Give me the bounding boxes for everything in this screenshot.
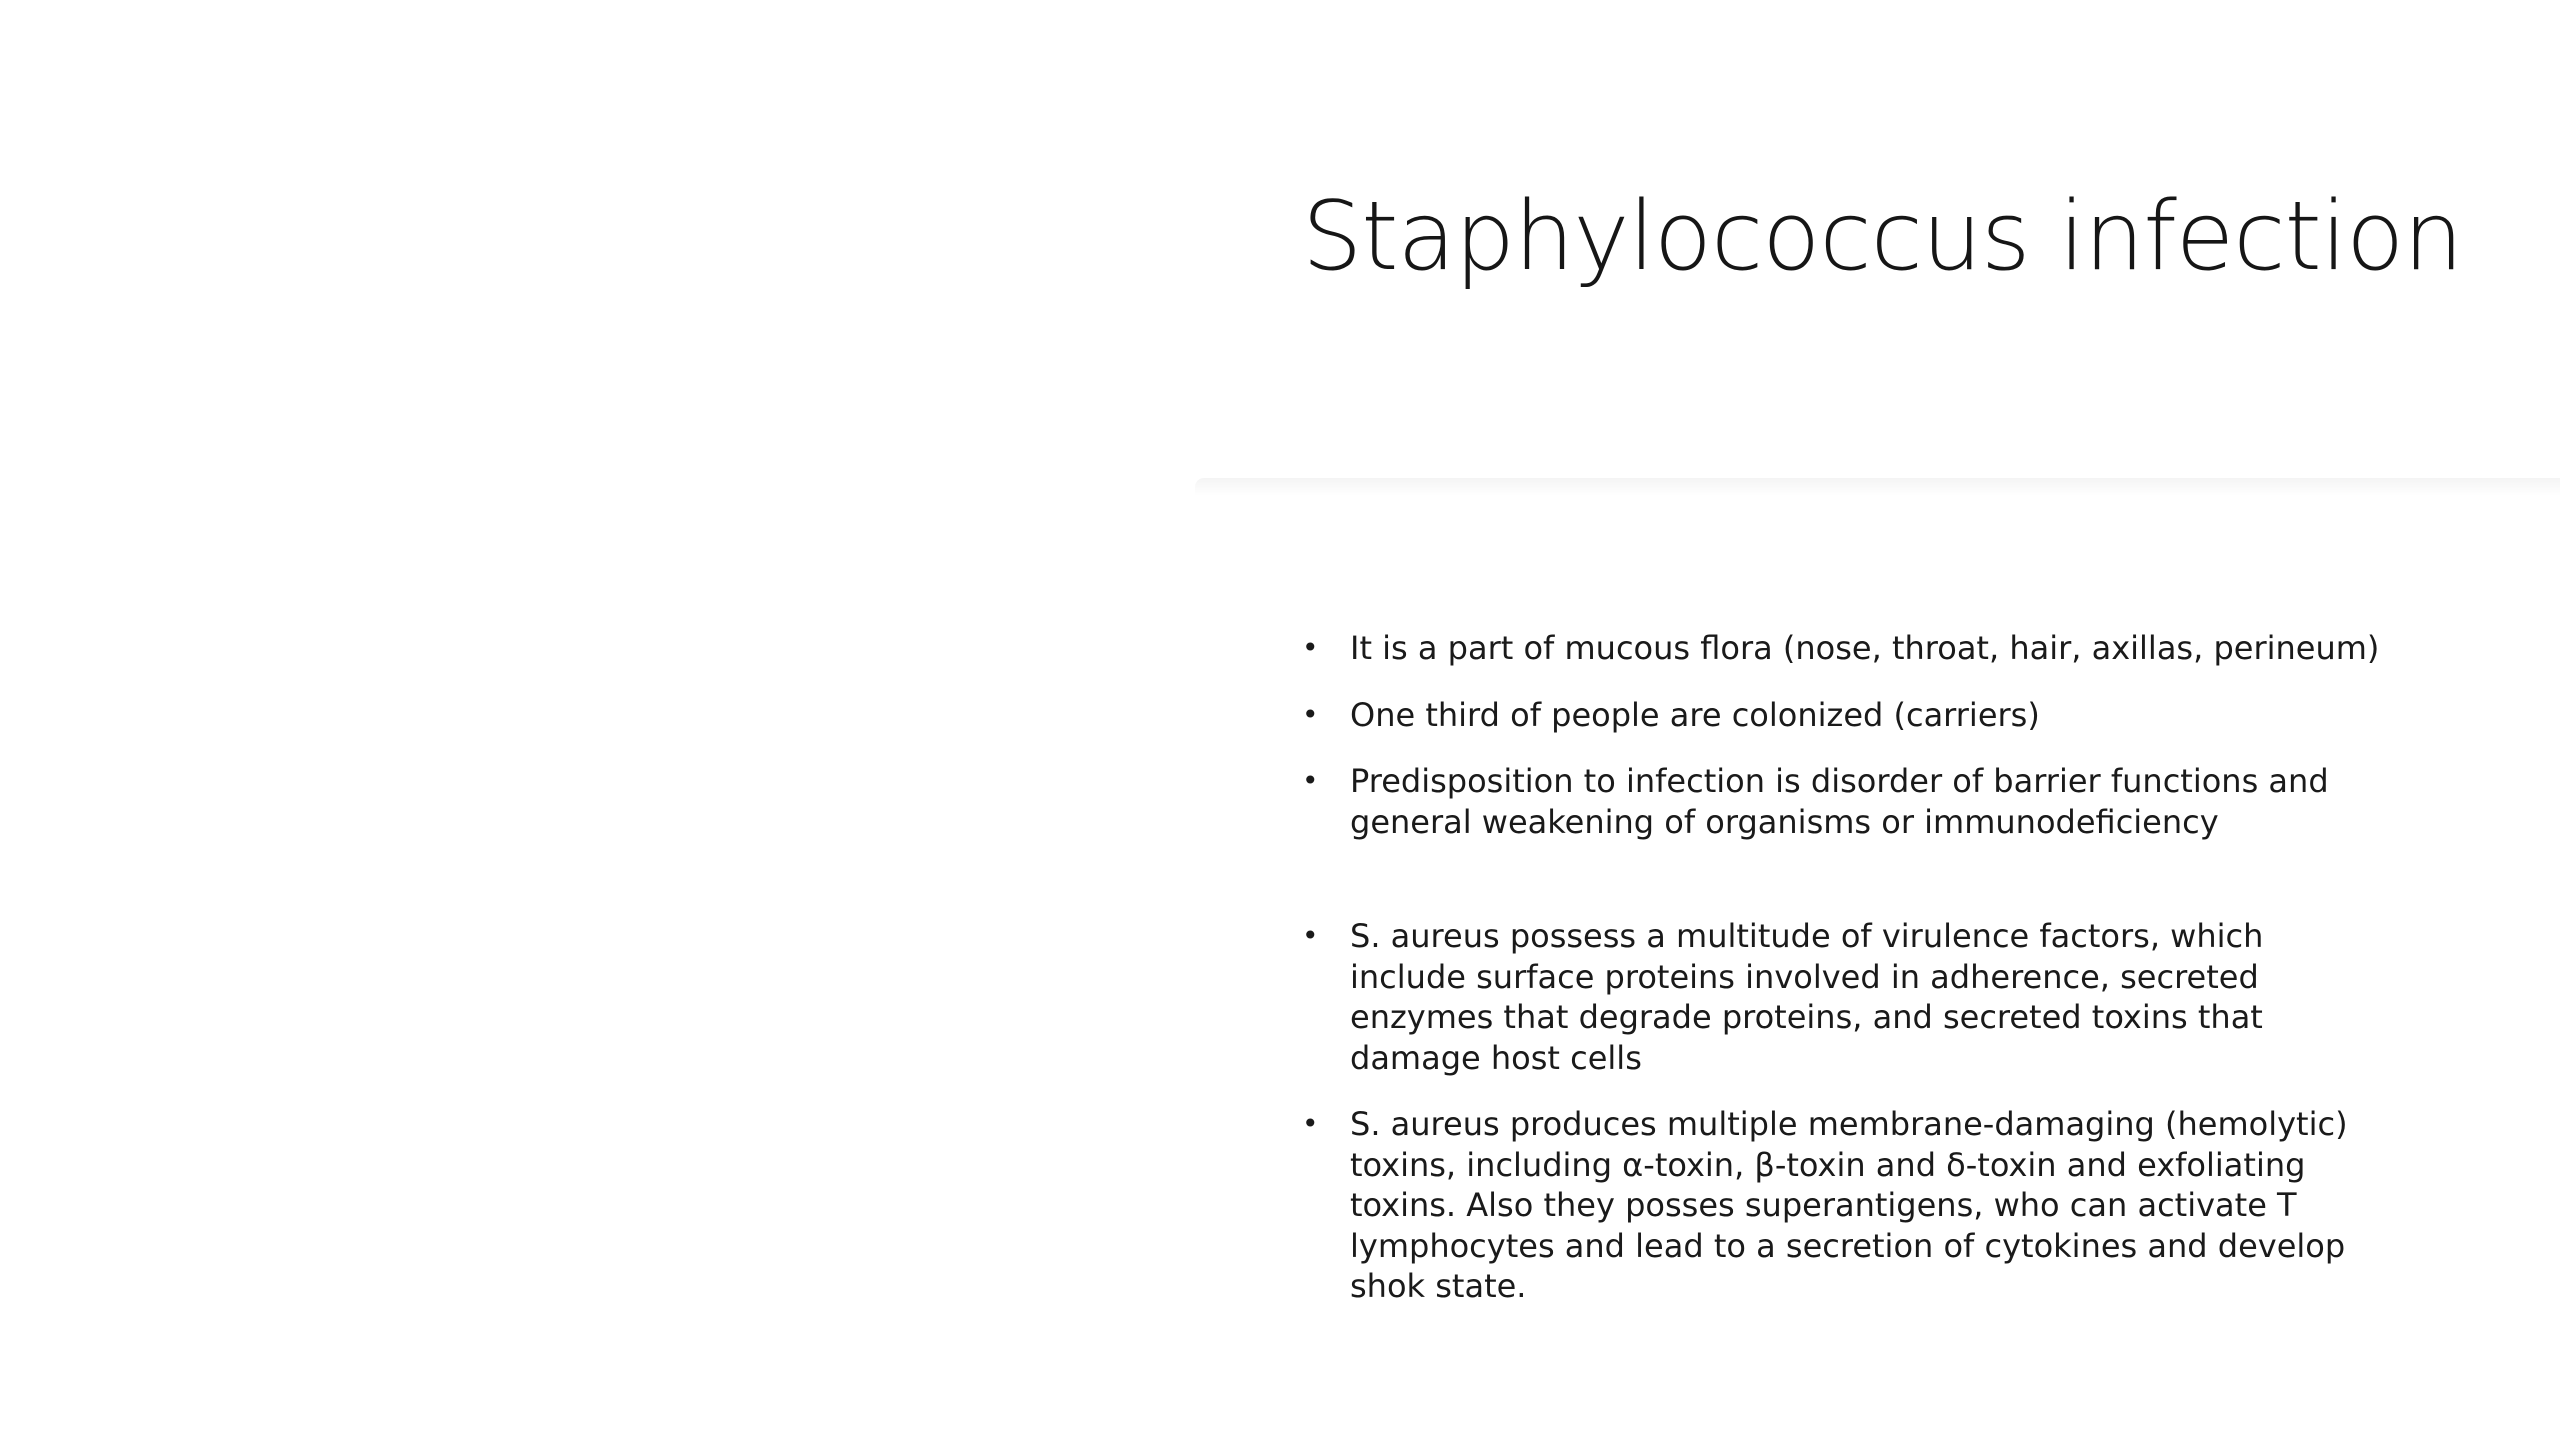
bullet-icon: •	[1302, 764, 1319, 797]
bullet-text: S. aureus produces multiple membrane-damaging (hemolytic) toxins, including α-toxin, β-toxin and δ-toxin and exfoliating toxins. Also they posses superantigens, who can activate T lymphocytes and lead to a secretion of cytokines and develop shok state.	[1350, 1105, 2348, 1305]
bullet-text: Predisposition to infection is disorder of barrier functions and general weakening of organisms or immunodeficiency	[1350, 762, 2329, 841]
slide-content	[1300, 628, 2380, 1333]
bullet-text: One third of people are colonized (carriers)	[1350, 695, 2040, 734]
bullet-item	[1300, 1104, 2380, 1307]
bullet-icon: •	[1302, 697, 1319, 731]
left-blank-panel	[0, 0, 1180, 1440]
slide-title: Staphylococcus infection	[1302, 182, 2463, 292]
bullet-text: S. aureus possess a multitude of virulence factors, which include surface proteins involved in adherence, secreted enzymes that degrade proteins, and secreted toxins that damage host cells	[1350, 917, 2264, 1077]
bullet-item	[1300, 761, 2380, 842]
bullet-item	[1300, 695, 2380, 736]
bullet-icon: •	[1302, 919, 1319, 952]
bullet-item	[1300, 628, 2380, 669]
bullet-text: It is a part of mucous flora (nose, throat, hair, axillas, perineum)	[1350, 629, 2380, 667]
bullet-icon: •	[1302, 631, 1319, 664]
title-divider-shadow	[1195, 478, 2560, 496]
bullet-icon: •	[1302, 1107, 1319, 1140]
bullet-list	[1300, 628, 2380, 1307]
bullet-item	[1300, 916, 2380, 1078]
